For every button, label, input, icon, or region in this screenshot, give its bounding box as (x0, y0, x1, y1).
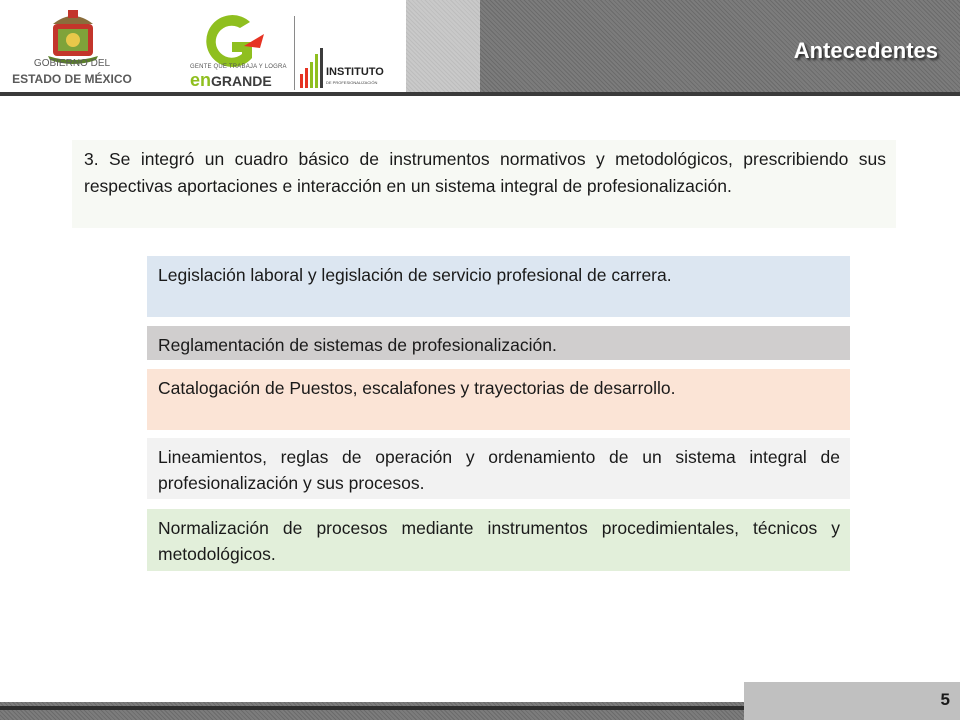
logo-area (0, 0, 406, 92)
institute-subtitle: DE PROFESIONALIZACIÓN (326, 80, 378, 85)
instrument-item-guidelines: Lineamientos, reglas de operación y ordenamiento de un sistema integral de profesionalización y sus procesos. (147, 438, 850, 499)
instrument-item-cataloguing: Catalogación de Puestos, escalafones y trayectorias de desarrollo. (147, 369, 850, 430)
header-accent-block (406, 0, 480, 92)
slide-title: Antecedentes (793, 38, 938, 63)
header-bar (0, 0, 960, 96)
logo-divider (294, 16, 295, 90)
instrument-item-normalization: Normalización de procesos mediante instrumentos procedimientales, técnicos y metodológicos. (147, 509, 850, 571)
institute-name: INSTITUTO (326, 66, 384, 78)
page-number: 5 (940, 690, 950, 709)
gov-logo-line1: GOBIERNO DEL (33, 58, 111, 69)
engrande-grande: GRANDE (211, 73, 272, 89)
page-number-box (744, 682, 960, 720)
instrument-item-legislation: Legislación laboral y legislación de servicio profesional de carrera. (147, 256, 850, 317)
footer-divider-line (0, 706, 744, 710)
instrument-item-regulation: Reglamentación de sistemas de profesionalización. (147, 326, 850, 360)
intro-paragraph: 3. Se integró un cuadro básico de instrumentos normativos y metodológicos, prescribiendo sus respectivas aportaciones e interacción en un sistema integral de profesionalización. (72, 140, 896, 228)
engrande-wordmark (190, 70, 272, 91)
header-divider-line (0, 92, 960, 96)
engrande-en: en (190, 70, 212, 90)
gov-logo-line2: ESTADO DE MÉXICO (12, 72, 132, 86)
engrande-tagline: GENTE QUE TRABAJA Y LOGRA (190, 64, 287, 70)
